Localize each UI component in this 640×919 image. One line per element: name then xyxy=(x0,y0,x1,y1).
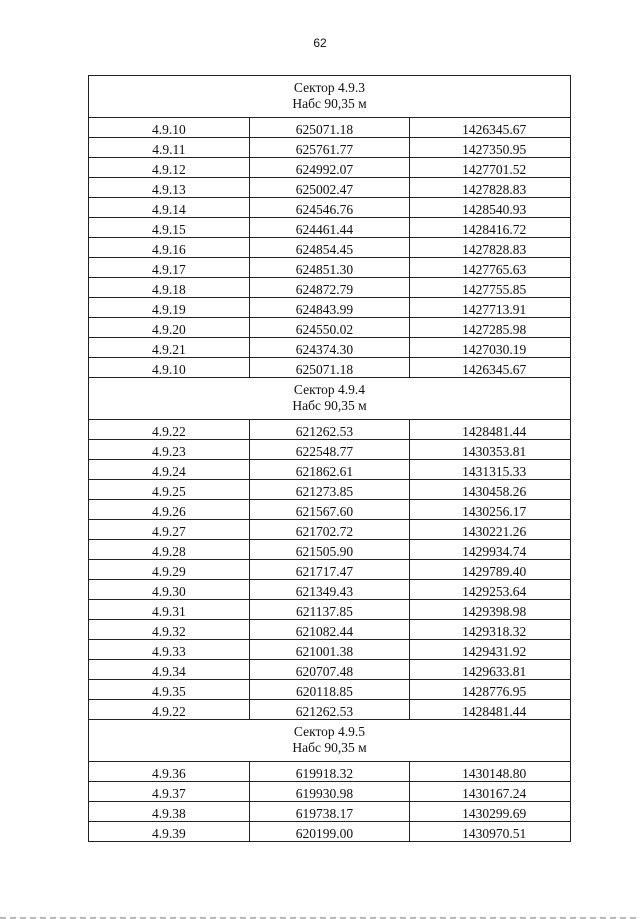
sector-title: Сектор 4.9.5 xyxy=(293,724,366,739)
sector-header-row xyxy=(89,378,571,420)
table-row xyxy=(89,520,571,540)
table-row xyxy=(89,640,571,660)
y-coordinate-cell: 1428776.95 xyxy=(410,680,571,700)
x-coordinate-cell: 624851.30 xyxy=(249,258,410,278)
y-coordinate-cell: 1430221.26 xyxy=(410,520,571,540)
y-coordinate-cell: 1427828.83 xyxy=(410,238,571,258)
point-id-cell: 4.9.35 xyxy=(89,680,250,700)
x-coordinate-cell: 624550.02 xyxy=(249,318,410,338)
y-coordinate-cell: 1430353.81 xyxy=(410,440,571,460)
point-id-cell: 4.9.23 xyxy=(89,440,250,460)
table-row xyxy=(89,358,571,378)
table-row xyxy=(89,138,571,158)
table-row xyxy=(89,620,571,640)
table-row xyxy=(89,560,571,580)
y-coordinate-cell: 1428416.72 xyxy=(410,218,571,238)
x-coordinate-cell: 621137.85 xyxy=(249,600,410,620)
point-id-cell: 4.9.38 xyxy=(89,802,250,822)
table-row xyxy=(89,420,571,440)
x-coordinate-cell: 621862.61 xyxy=(249,460,410,480)
table-row xyxy=(89,258,571,278)
y-coordinate-cell: 1427701.52 xyxy=(410,158,571,178)
y-coordinate-cell: 1427285.98 xyxy=(410,318,571,338)
point-id-cell: 4.9.15 xyxy=(89,218,250,238)
point-id-cell: 4.9.31 xyxy=(89,600,250,620)
point-id-cell: 4.9.21 xyxy=(89,338,250,358)
sector-header-row xyxy=(89,76,571,118)
sector-elevation: Набс 90,35 м xyxy=(292,398,367,413)
sector-header xyxy=(89,720,571,762)
y-coordinate-cell: 1429431.92 xyxy=(410,640,571,660)
table-row xyxy=(89,158,571,178)
x-coordinate-cell: 621082.44 xyxy=(249,620,410,640)
y-coordinate-cell: 1430148.80 xyxy=(410,762,571,782)
point-id-cell: 4.9.19 xyxy=(89,298,250,318)
sector-elevation: Набс 90,35 м xyxy=(292,96,367,111)
point-id-cell: 4.9.33 xyxy=(89,640,250,660)
y-coordinate-cell: 1427828.83 xyxy=(410,178,571,198)
page-number: 62 xyxy=(313,36,327,50)
table-row xyxy=(89,822,571,842)
sector-title: Сектор 4.9.4 xyxy=(293,382,366,397)
x-coordinate-cell: 625761.77 xyxy=(249,138,410,158)
x-coordinate-cell: 621505.90 xyxy=(249,540,410,560)
table-row xyxy=(89,700,571,720)
y-coordinate-cell: 1427713.91 xyxy=(410,298,571,318)
point-id-cell: 4.9.13 xyxy=(89,178,250,198)
y-coordinate-cell: 1431315.33 xyxy=(410,460,571,480)
sector-header xyxy=(89,378,571,420)
x-coordinate-cell: 624854.45 xyxy=(249,238,410,258)
x-coordinate-cell: 621717.47 xyxy=(249,560,410,580)
coordinates-table xyxy=(88,75,571,842)
x-coordinate-cell: 624461.44 xyxy=(249,218,410,238)
y-coordinate-cell: 1427765.63 xyxy=(410,258,571,278)
point-id-cell: 4.9.28 xyxy=(89,540,250,560)
table-row xyxy=(89,118,571,138)
table-row xyxy=(89,338,571,358)
y-coordinate-cell: 1429934.74 xyxy=(410,540,571,560)
table-row xyxy=(89,480,571,500)
x-coordinate-cell: 621702.72 xyxy=(249,520,410,540)
table-row xyxy=(89,318,571,338)
x-coordinate-cell: 621567.60 xyxy=(249,500,410,520)
x-coordinate-cell: 621262.53 xyxy=(249,420,410,440)
y-coordinate-cell: 1428481.44 xyxy=(410,700,571,720)
table-row xyxy=(89,198,571,218)
table-row xyxy=(89,298,571,318)
x-coordinate-cell: 622548.77 xyxy=(249,440,410,460)
x-coordinate-cell: 625002.47 xyxy=(249,178,410,198)
table-row xyxy=(89,440,571,460)
y-coordinate-cell: 1428481.44 xyxy=(410,420,571,440)
table-row xyxy=(89,600,571,620)
x-coordinate-cell: 619930.98 xyxy=(249,782,410,802)
coordinates-table-body xyxy=(89,76,571,842)
point-id-cell: 4.9.37 xyxy=(89,782,250,802)
x-coordinate-cell: 624992.07 xyxy=(249,158,410,178)
point-id-cell: 4.9.25 xyxy=(89,480,250,500)
table-row xyxy=(89,802,571,822)
table-row xyxy=(89,680,571,700)
x-coordinate-cell: 620118.85 xyxy=(249,680,410,700)
point-id-cell: 4.9.16 xyxy=(89,238,250,258)
point-id-cell: 4.9.27 xyxy=(89,520,250,540)
x-coordinate-cell: 620199.00 xyxy=(249,822,410,842)
table-row xyxy=(89,278,571,298)
y-coordinate-cell: 1429398.98 xyxy=(410,600,571,620)
table-row xyxy=(89,782,571,802)
y-coordinate-cell: 1427030.19 xyxy=(410,338,571,358)
point-id-cell: 4.9.14 xyxy=(89,198,250,218)
point-id-cell: 4.9.11 xyxy=(89,138,250,158)
point-id-cell: 4.9.10 xyxy=(89,358,250,378)
x-coordinate-cell: 624374.30 xyxy=(249,338,410,358)
x-coordinate-cell: 619918.32 xyxy=(249,762,410,782)
point-id-cell: 4.9.12 xyxy=(89,158,250,178)
y-coordinate-cell: 1427755.85 xyxy=(410,278,571,298)
sector-header xyxy=(89,76,571,118)
x-coordinate-cell: 625071.18 xyxy=(249,118,410,138)
y-coordinate-cell: 1429633.81 xyxy=(410,660,571,680)
y-coordinate-cell: 1426345.67 xyxy=(410,118,571,138)
x-coordinate-cell: 619738.17 xyxy=(249,802,410,822)
point-id-cell: 4.9.32 xyxy=(89,620,250,640)
point-id-cell: 4.9.20 xyxy=(89,318,250,338)
y-coordinate-cell: 1426345.67 xyxy=(410,358,571,378)
sector-header-row xyxy=(89,720,571,762)
x-coordinate-cell: 624843.99 xyxy=(249,298,410,318)
point-id-cell: 4.9.36 xyxy=(89,762,250,782)
y-coordinate-cell: 1430256.17 xyxy=(410,500,571,520)
y-coordinate-cell: 1430167.24 xyxy=(410,782,571,802)
point-id-cell: 4.9.17 xyxy=(89,258,250,278)
table-row xyxy=(89,660,571,680)
x-coordinate-cell: 625071.18 xyxy=(249,358,410,378)
x-coordinate-cell: 621349.43 xyxy=(249,580,410,600)
y-coordinate-cell: 1429253.64 xyxy=(410,580,571,600)
table-row xyxy=(89,762,571,782)
y-coordinate-cell: 1430458.26 xyxy=(410,480,571,500)
table-row xyxy=(89,500,571,520)
x-coordinate-cell: 624546.76 xyxy=(249,198,410,218)
x-coordinate-cell: 620707.48 xyxy=(249,660,410,680)
point-id-cell: 4.9.39 xyxy=(89,822,250,842)
y-coordinate-cell: 1429318.32 xyxy=(410,620,571,640)
table-row xyxy=(89,218,571,238)
y-coordinate-cell: 1429789.40 xyxy=(410,560,571,580)
point-id-cell: 4.9.24 xyxy=(89,460,250,480)
table-row xyxy=(89,540,571,560)
sector-title: Сектор 4.9.3 xyxy=(293,80,366,95)
point-id-cell: 4.9.10 xyxy=(89,118,250,138)
y-coordinate-cell: 1430299.69 xyxy=(410,802,571,822)
point-id-cell: 4.9.22 xyxy=(89,420,250,440)
table-row xyxy=(89,580,571,600)
table-row xyxy=(89,460,571,480)
point-id-cell: 4.9.34 xyxy=(89,660,250,680)
table-row xyxy=(89,238,571,258)
table-row xyxy=(89,178,571,198)
point-id-cell: 4.9.30 xyxy=(89,580,250,600)
y-coordinate-cell: 1430970.51 xyxy=(410,822,571,842)
point-id-cell: 4.9.26 xyxy=(89,500,250,520)
point-id-cell: 4.9.22 xyxy=(89,700,250,720)
x-coordinate-cell: 621273.85 xyxy=(249,480,410,500)
x-coordinate-cell: 621001.38 xyxy=(249,640,410,660)
x-coordinate-cell: 621262.53 xyxy=(249,700,410,720)
point-id-cell: 4.9.29 xyxy=(89,560,250,580)
y-coordinate-cell: 1428540.93 xyxy=(410,198,571,218)
y-coordinate-cell: 1427350.95 xyxy=(410,138,571,158)
x-coordinate-cell: 624872.79 xyxy=(249,278,410,298)
point-id-cell: 4.9.18 xyxy=(89,278,250,298)
sector-elevation: Набс 90,35 м xyxy=(292,740,367,755)
